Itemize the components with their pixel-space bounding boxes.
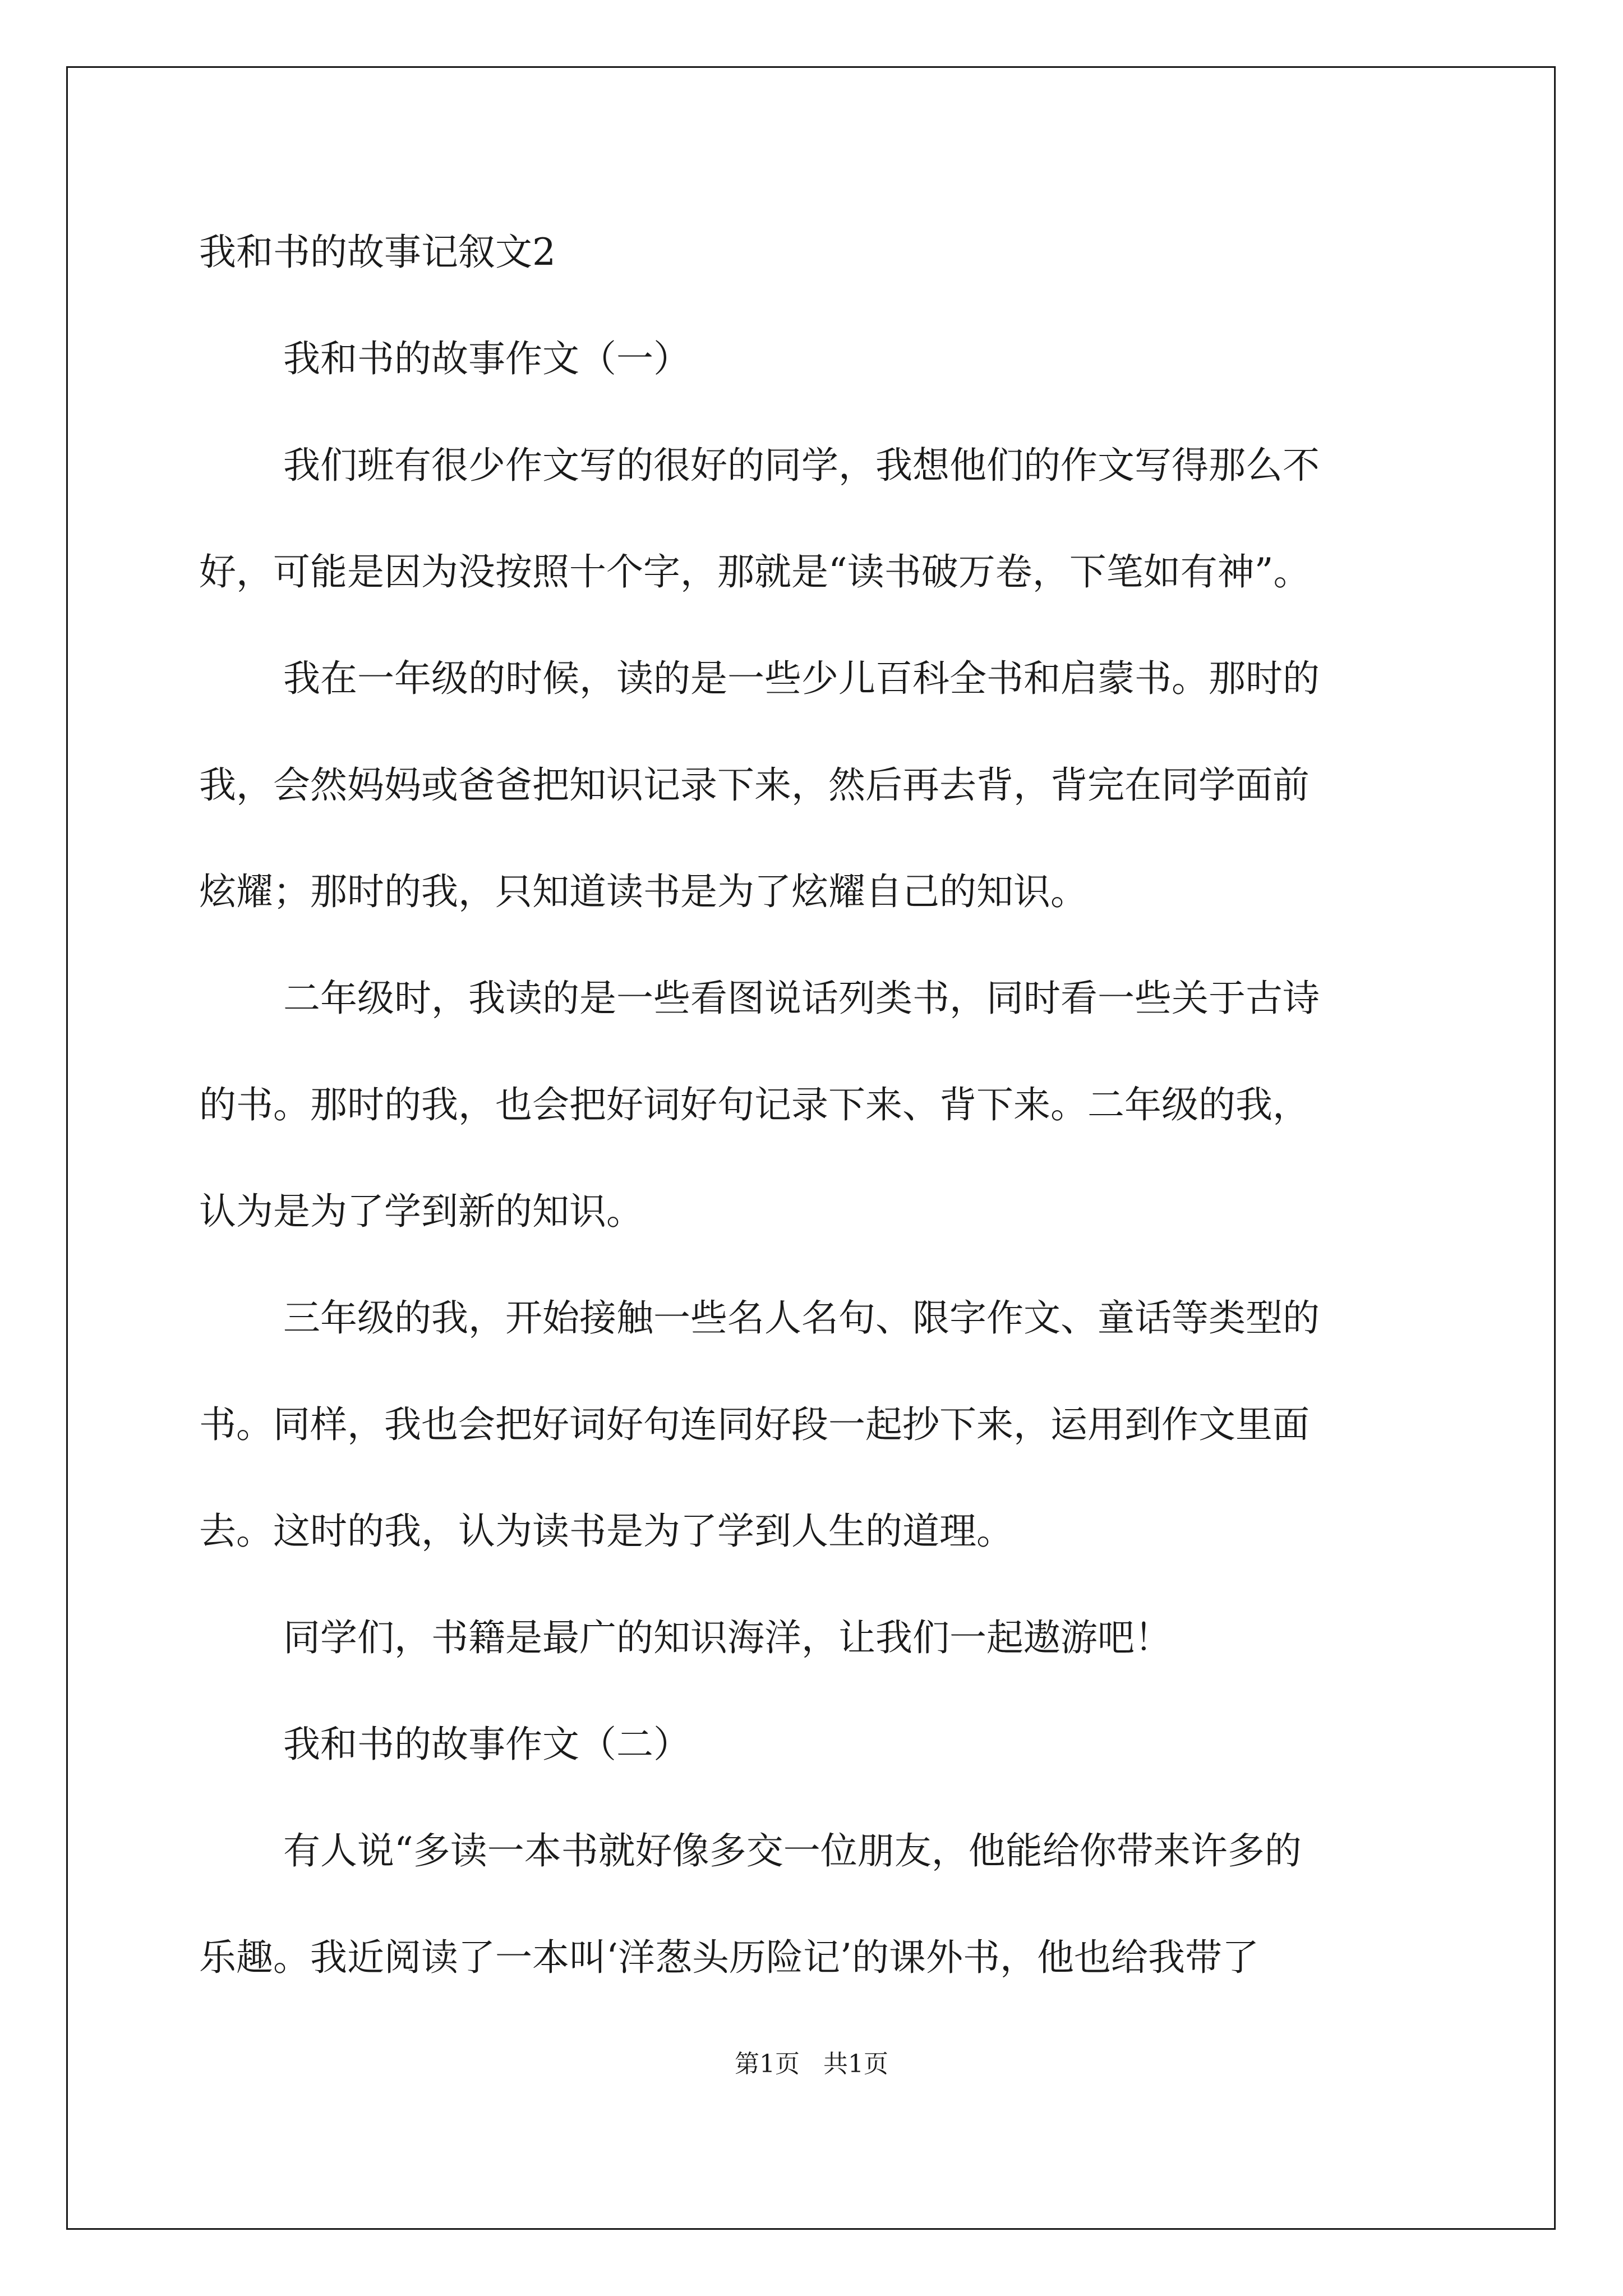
paragraph-line: 的书。那时的我，也会把好词好句记录下来、背下来。二年级的我， (199, 1083, 1310, 1126)
paragraph-line: 我们班有很少作文写的很好的同学，我想他们的作文写得那么不 (283, 444, 1320, 487)
section-heading-2: 我和书的故事作文（二） (283, 1723, 690, 1766)
paragraph-line: 书。同样，我也会把好词好句连同好段一起抄下来，运用到作文里面 (199, 1403, 1310, 1446)
page-footer: 第1页 共1页 (735, 2050, 888, 2078)
paragraph-line: 去。这时的我，认为读书是为了学到人生的道理。 (199, 1510, 1013, 1553)
paragraph-line: 炫耀；那时的我，只知道读书是为了炫耀自己的知识。 (199, 870, 1087, 913)
paragraph-line: 好，可能是因为没按照十个字，那就是“读书破万卷，下笔如有神”。 (199, 550, 1311, 593)
page-border (66, 66, 1556, 2230)
paragraph-line: 我在一年级的时候，读的是一些少儿百科全书和启蒙书。那时的 (283, 657, 1320, 700)
paragraph-line: 我，会然妈妈或爸爸把知识记录下来，然后再去背，背完在同学面前 (199, 763, 1310, 807)
paragraph-line: 二年级时，我读的是一些看图说话列类书，同时看一些关于古诗 (283, 977, 1320, 1020)
paragraph-line: 同学们，书籍是最广的知识海洋，让我们一起遨游吧！ (283, 1616, 1172, 1659)
section-heading-1: 我和书的故事作文（一） (283, 337, 690, 380)
document-title: 我和书的故事记叙文2 (199, 231, 556, 274)
paragraph-line: 乐趣。我近阅读了一本叫‘洋葱头历险记’的课外书，他也给我带了 (199, 1936, 1259, 1979)
paragraph-line: 三年级的我，开始接触一些名人名句、限字作文、童话等类型的 (283, 1296, 1320, 1340)
paragraph-line: 有人说“多读一本书就好像多交一位朋友，他能给你带来许多的 (283, 1829, 1302, 1872)
paragraph-line: 认为是为了学到新的知识。 (199, 1190, 643, 1233)
